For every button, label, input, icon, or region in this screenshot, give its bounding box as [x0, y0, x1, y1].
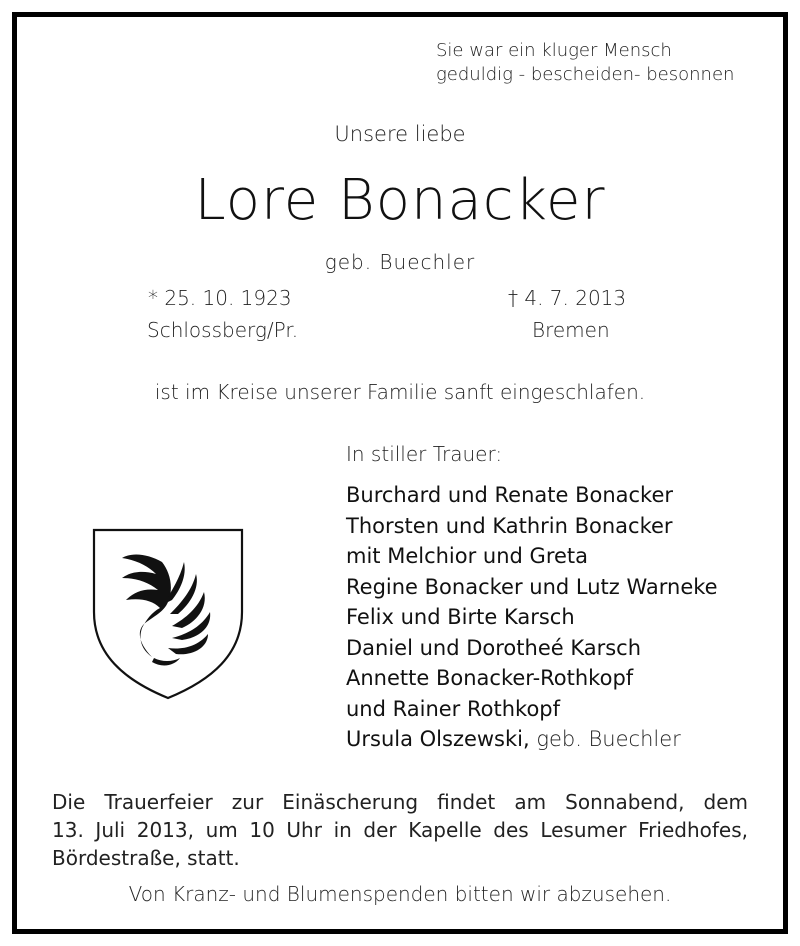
motto-line-1: Sie war ein kluger Mensch — [436, 40, 672, 61]
mourners-list — [346, 480, 718, 755]
ceremony-info-line-3: Bördestraße, statt. — [52, 846, 240, 870]
mourner-item: Regine Bonacker und Lutz Warneke — [346, 574, 718, 599]
mourner-item: Felix und Birte Karsch — [346, 605, 575, 629]
motto-line-2: geduldig - bescheiden- besonnen — [436, 64, 735, 85]
mourner-item: Burchard und Renate Bonacker — [346, 483, 674, 507]
passing-sentence: ist im Kreise unserer Familie sanft eingeschlafen. — [154, 380, 646, 404]
birth-date: * 25. 10. 1923 — [148, 286, 292, 310]
mourner-name: Ursula Olszewski, — [346, 727, 530, 751]
mourning-heading: In stiller Trauer: — [346, 442, 503, 466]
mourner-item: mit Melchior und Greta — [346, 544, 589, 568]
deceased-name: Lore Bonacker — [194, 168, 606, 233]
death-date: † 4. 7. 2013 — [508, 286, 627, 310]
maiden-name: geb. Buechler — [324, 250, 476, 274]
ceremony-info — [52, 788, 748, 872]
intro-text: Unsere liebe — [334, 122, 466, 146]
mourner-maiden-note: geb. Buechler — [529, 727, 681, 751]
ceremony-info-line-2: 13. Juli 2013, um 10 Uhr in der Kapelle des Lesumer Friedhofes, — [52, 818, 748, 842]
death-place: Bremen — [532, 318, 610, 342]
ceremony-info-line-1: Die Trauerfeier zur Einäscherung findet am Sonnabend, dem — [52, 790, 748, 814]
mourner-item-last — [346, 724, 718, 755]
shield-antler-icon — [92, 528, 244, 700]
mourner-item: und Rainer Rothkopf — [346, 696, 561, 721]
mourner-item: Thorsten und Kathrin Bonacker — [346, 513, 673, 538]
birth-place: Schlossberg/Pr. — [147, 318, 299, 342]
mourner-item: Daniel und Dorotheé Karsch — [346, 635, 642, 660]
closing-note: Von Kranz- und Blumenspenden bitten wir abzusehen. — [128, 882, 672, 906]
mourner-item: Annette Bonacker-Rothkopf — [346, 666, 634, 690]
